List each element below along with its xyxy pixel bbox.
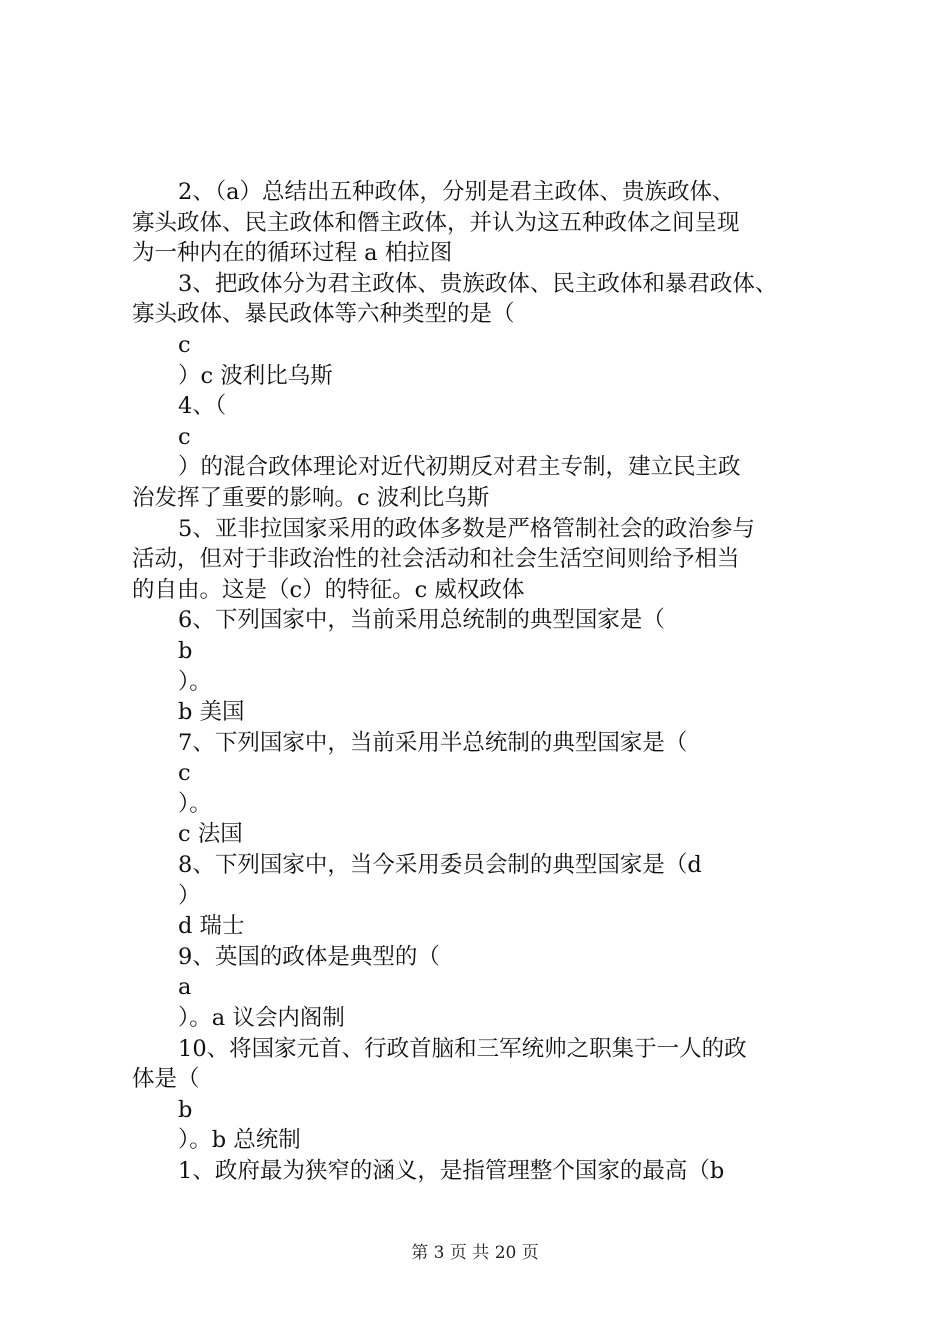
text-line: b 美国: [178, 699, 245, 726]
text-line: c: [178, 760, 191, 787]
text-line: c 法国: [178, 821, 243, 848]
text-line: ）c 波利比乌斯: [178, 362, 333, 389]
text-line: 寡头政体、暴民政体等六种类型的是（: [132, 301, 515, 328]
text-line: c: [178, 331, 191, 358]
page-footer: 第 3 页 共 20 页: [411, 1243, 539, 1263]
text-line: 6、下列国家中，当前采用总统制的典型国家是（: [178, 607, 665, 634]
document-body: [132, 177, 844, 1187]
text-line: 活动，但对于非政治性的社会活动和社会生活空间则给予相当: [132, 546, 740, 573]
text-line: 体是（: [132, 1066, 200, 1093]
text-line: 1、政府最为狭窄的涵义，是指管理整个国家的最高（b: [178, 1158, 725, 1184]
text-line: ）。: [178, 790, 212, 817]
text-line: ）。a 议会内阁制: [178, 1005, 345, 1032]
text-line: a: [178, 974, 192, 1001]
text-line: 9、英国的政体是典型的（: [178, 943, 440, 970]
text-line: ）。b 总统制: [178, 1127, 301, 1154]
text-line: 4、（: [178, 393, 227, 420]
text-line: 的自由。这是（c）的特征。c 威权政体: [132, 576, 525, 603]
text-line: 治发挥了重要的影响。c 波利比乌斯: [132, 484, 490, 511]
text-line: ）。: [178, 668, 212, 695]
text-line: 为一种内在的循环过程 a 柏拉图: [132, 240, 453, 267]
text-line: 2、（a）总结出五种政体，分别是君主政体、贵族政体、: [178, 179, 735, 205]
text-line: ）的混合政体理论对近代初期反对君主专制，建立民主政: [178, 454, 741, 481]
text-line: 8、下列国家中，当今采用委员会制的典型国家是（d: [178, 852, 702, 879]
text-line: 3、把政体分为君主政体、贵族政体、民主政体和暴君政体、: [178, 270, 778, 297]
text-line: d 瑞士: [178, 913, 245, 940]
text-line: b: [178, 637, 193, 664]
text-line: 10、将国家元首、行政首脑和三军统帅之职集于一人的政: [178, 1035, 747, 1062]
text-line: ）: [178, 882, 201, 909]
text-line: c: [178, 423, 191, 450]
text-line: 寡头政体、民主政体和僭主政体，并认为这五种政体之间呈现: [132, 209, 740, 236]
text-line: b: [178, 1096, 193, 1123]
text-line: 7、下列国家中，当前采用半总统制的典型国家是（: [178, 729, 688, 756]
text-line: 5、亚非拉国家采用的政体多数是严格管制社会的政治参与: [178, 515, 755, 542]
